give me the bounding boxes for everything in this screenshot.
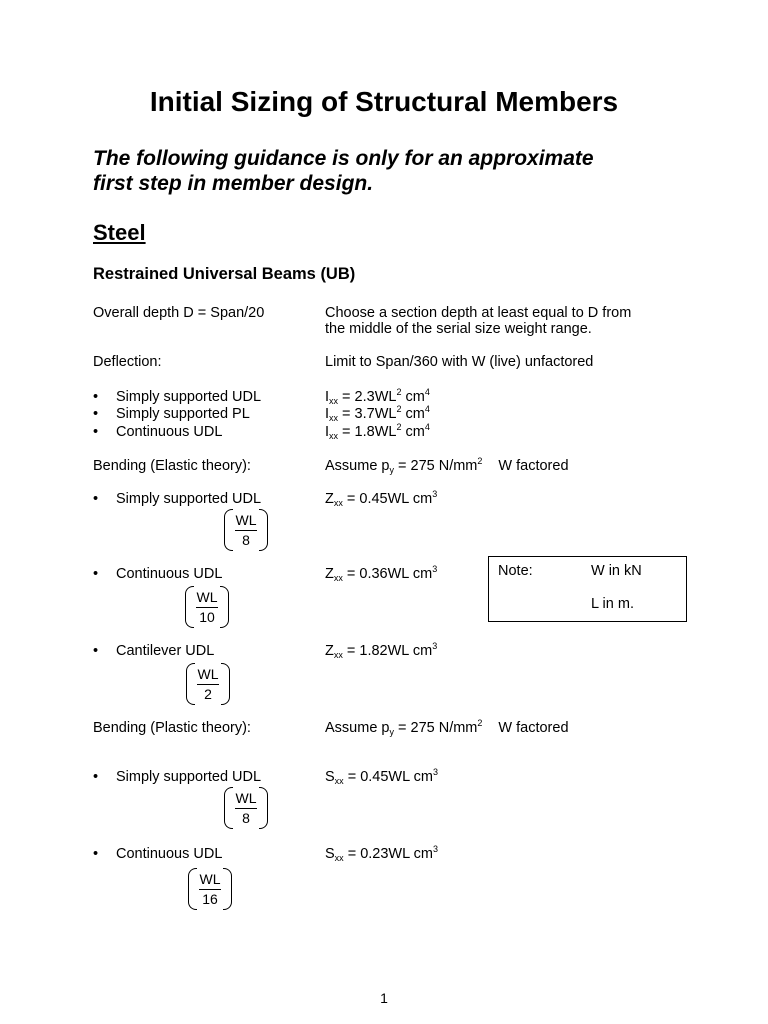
note-label: Note: [498,563,533,579]
item-label: Simply supported PL [116,406,250,422]
page-number: 1 [380,990,388,1006]
plastic-formula-ss-udl: $S_{xx} = 0.45WL$ $cm^3$ [325,767,439,786]
intro-line-1: The following guidance is only for an approximate [93,147,594,170]
bullet: • [93,643,99,659]
bullet: • [93,424,99,440]
plastic-item-cont-udl [93,846,222,863]
item-label: Continuous UDL [116,566,223,582]
bullet: • [93,769,99,785]
w-factored: W factored [498,720,569,736]
bullet: • [93,389,99,405]
intro-paragraph [93,146,693,196]
deflection-desc: Limit to Span/360 with W (live) unfactored [325,354,594,370]
plastic-label: Bending (Plastic theory): [93,720,251,736]
fraction-wl-8-plastic: WL 8 [224,787,268,829]
fraction-wl-10: WL 10 [185,586,229,628]
fraction-wl-2: WL 2 [186,663,230,705]
item-label: Continuous UDL [116,424,223,440]
item-label: Simply supported UDL [116,389,262,405]
elastic-item-ss-udl [93,491,261,508]
deflection-formula-ss-pl: $I_{xx} = 3.7WL^2$ $cm^4$ [325,404,430,423]
page-title: Initial Sizing of Structural Members [149,86,619,117]
fraction-wl-8: WL 8 [224,509,268,551]
depth-label: Overall depth D = Span/20 [93,305,265,321]
elastic-formula-ss-udl: $Z_{xx} = 0.45WL$ $cm^3$ [325,489,438,508]
item-label: Cantilever UDL [116,643,215,659]
elastic-formula-cantilever-udl: $Z_{xx} = 1.82WL$ $cm^3$ [325,641,438,660]
plastic-assumption: Assume $p_y = 275$ $N/mm^2$ W factored [325,718,569,737]
plastic-item-ss-udl [93,769,261,786]
deflection-formula-cont-udl: $I_{xx} = 1.8WL^2$ $cm^4$ [325,422,430,441]
note-line-1: W in kN [591,563,642,579]
bullet: • [93,566,99,582]
item-label: Simply supported UDL [116,491,262,507]
item-label: Continuous UDL [116,846,223,862]
deflection-label: Deflection: [93,354,162,370]
bullet: • [93,406,99,422]
subsection-heading: Restrained Universal Beams (UB) [93,265,356,283]
note-box [488,556,687,622]
depth-desc-line-2: the middle of the serial size weight range. [325,321,592,337]
elastic-label: Bending (Elastic theory): [93,458,251,474]
item-label: Simply supported UDL [116,769,262,785]
section-heading-steel: Steel [93,220,146,245]
deflection-item-ss-pl [93,406,250,423]
note-line-2: L in m. [591,596,634,612]
bullet: • [93,846,99,862]
elastic-item-cantilever-udl [93,643,214,660]
intro-line-2: first step in member design. [93,172,374,195]
elastic-formula-cont-udl: $Z_{xx} = 0.36WL$ $cm^3$ [325,564,438,583]
elastic-assumption: Assume $p_y = 275$ $N/mm^2$ W factored [325,456,569,475]
plastic-formula-cont-udl: $S_{xx} = 0.23WL$ $cm^3$ [325,844,439,863]
bullet: • [93,491,99,507]
deflection-formula-ss-udl: $I_{xx} = 2.3WL^2$ $cm^4$ [325,387,430,406]
w-factored: W factored [498,458,569,474]
fraction-wl-16: WL 16 [188,868,232,910]
deflection-item-ss-udl [93,389,261,406]
depth-desc-line-1: Choose a section depth at least equal to D from [325,305,632,321]
elastic-item-cont-udl [93,566,222,583]
deflection-item-cont-udl [93,424,222,441]
